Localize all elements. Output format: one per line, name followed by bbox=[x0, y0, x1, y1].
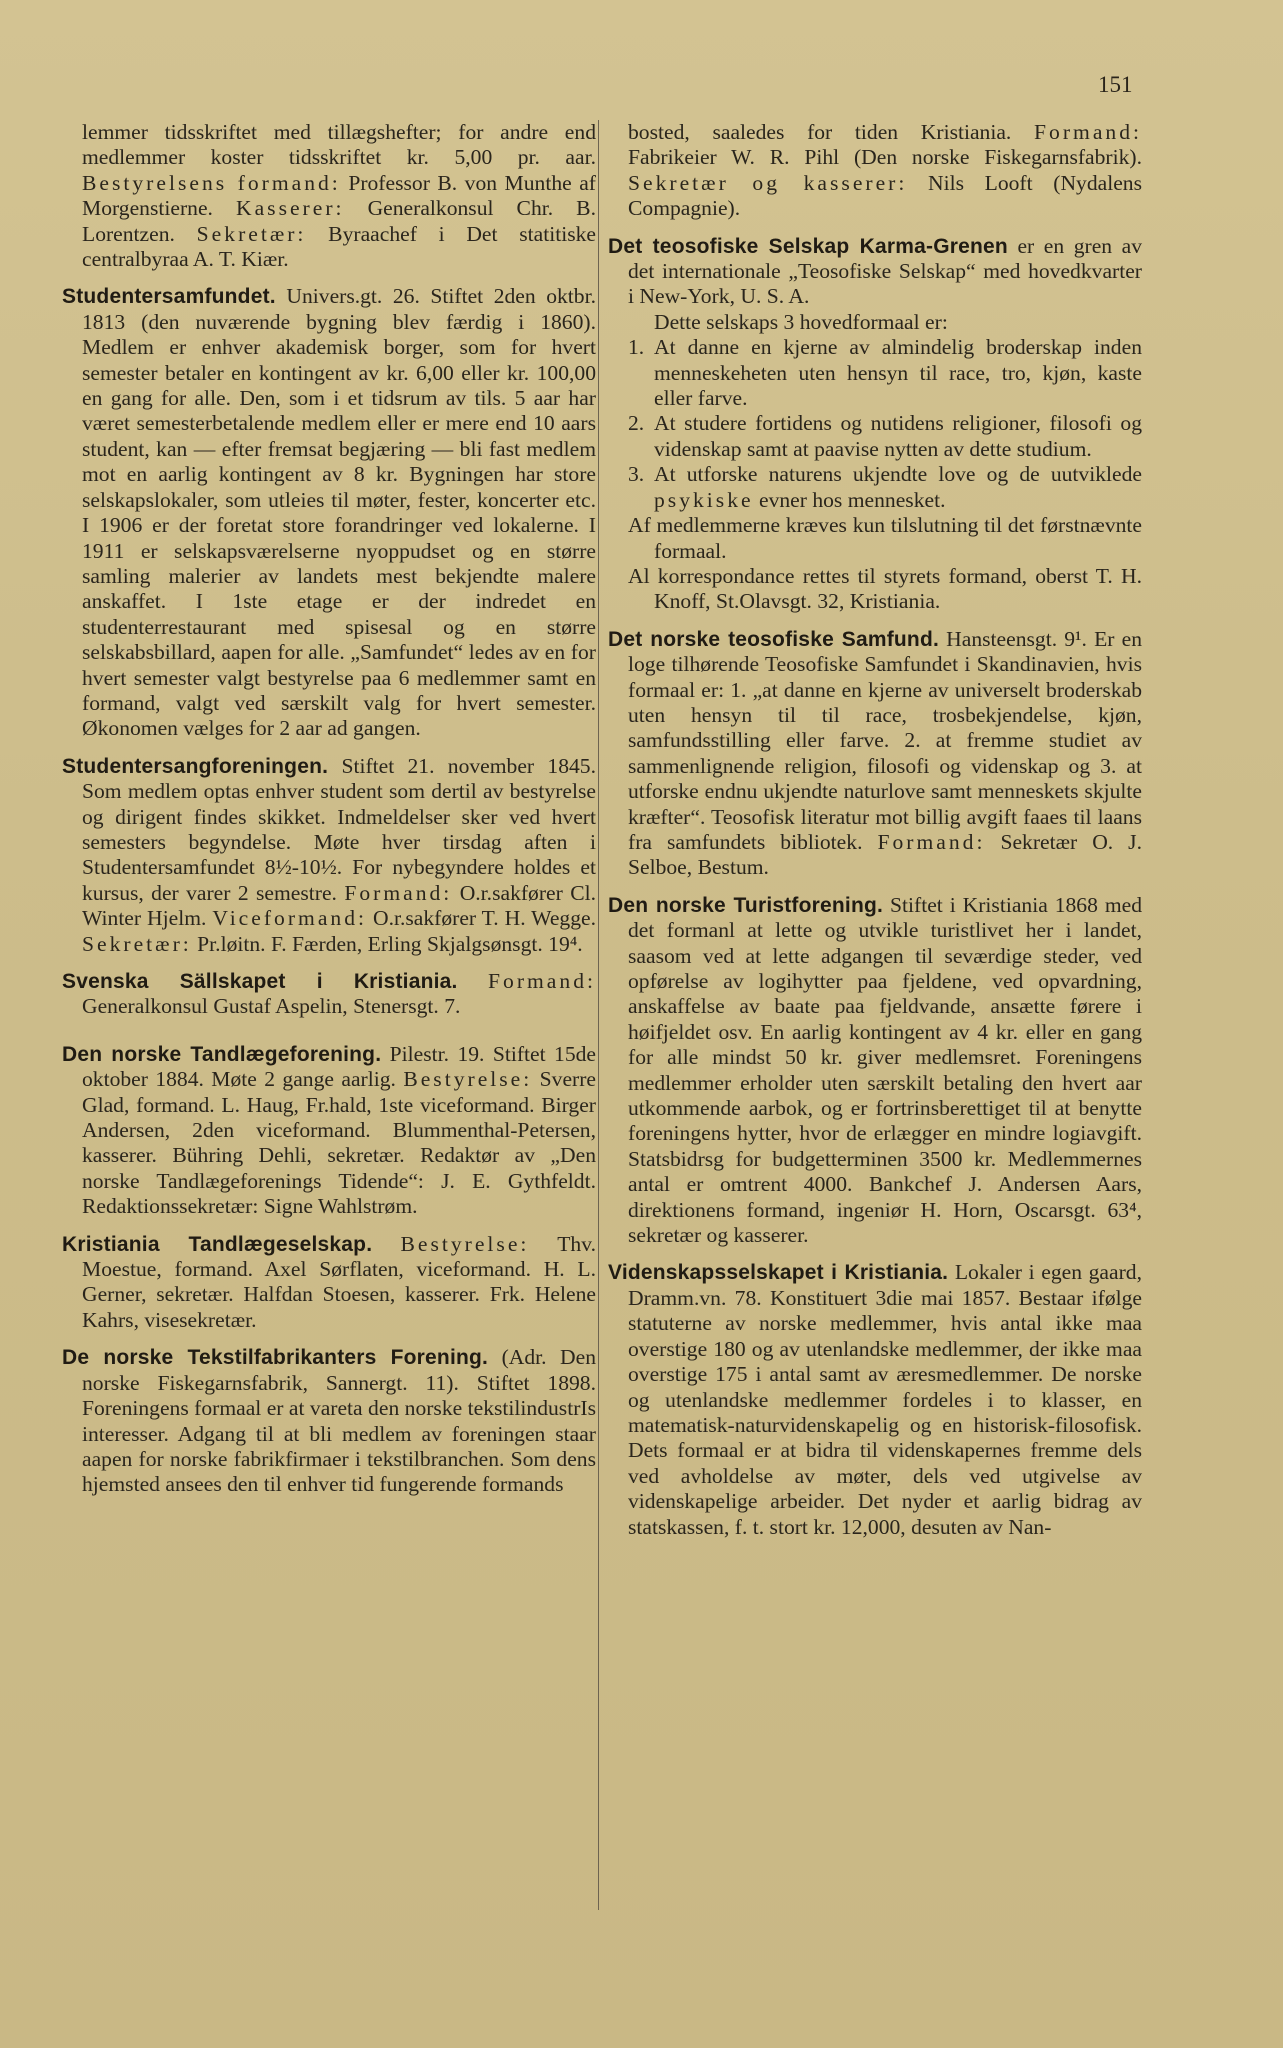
entry-body: Pr.løitn. F. Færden, Erling Skjalgsønsgt. 19⁴. bbox=[197, 931, 583, 956]
list-text: At utforske naturens ukjendte love og de uutviklede bbox=[654, 462, 1142, 487]
list-number: 1. bbox=[628, 335, 645, 360]
entry-body: Sverre Glad, formand. L. Haug, Fr.hald, 1ste viceformand. Birger Andersen, 2den viceformand. Blummenthal-Petersen, kasserer. Bühring Dehli, sekretær. Redaktør av „Den norske Tandlægeforenings Tidende“: J. E. Gythfeldt. Redaktionssekretær: Signe Wahlstrøm. bbox=[82, 1067, 597, 1219]
right-column bbox=[608, 120, 1143, 1552]
role-label: Viceformand: bbox=[212, 906, 368, 931]
entry-tandlaegeforening bbox=[62, 1041, 597, 1220]
karma-note: Af medlemmerne kræves kun tilslutning til det førstnævnte formaal. bbox=[628, 513, 1142, 563]
entry-body: Fabrikeier W. R. Pihl (Den norske Fiskegarnsfabrik). bbox=[628, 145, 1142, 170]
entry-studentersamfundet bbox=[62, 284, 597, 741]
entry-tekstilfabrikanter bbox=[62, 1345, 597, 1497]
entry-text bbox=[82, 120, 596, 272]
entry-body: Nils Looft (Nydalens Compagnie). bbox=[628, 170, 1143, 221]
entry-body: Univers.gt. 26. Stiftet 2den oktbr. 1813 (den nuværende bygning blev færdig i 1860). Medlem er enhver akademisk borger, som for hvert semester betaler en kontingent av kr. 6,00 eller kr. 100,00 en gang for alle. Den, som i et tidsrum av tils. 5 aar har været semesterbetalende medlem eller er mere end 10 aars student, kan — efter fremsat begjæring — bli fast medlem mot en aarlig kontingent av 8 kr. Bygningen har store selskapslokaler, som utleies til møter, fester, koncerter etc. I 1906 er der foretat store forandringer ved lokalerne. I 1911 er selskapsværelserne nyoppudset og en større samling malerier av landets mest bekjendte malere anskaffet. I 1ste etage er der indredet en studenterrestaurant med spisesal og en større selskabsbillard, aapen for alle. „Samfundet“ ledes av en for hvert semester valgt bestyrelse paa 6 medlemmer samt en formand, valgt ved særskilt valg for hvert semester. Økonomen vælges for 2 aar ad gangen. bbox=[82, 284, 597, 741]
entry-body: Stiftet 21. november 1845. Som medlem optas enhver student som dertil av bestyrelse og dirigent findes skikket. Indmeldelser sker ved hvert semesters begyndelse. Møte hver tirsdag aften i Studentersamfundet 8½-10½. For nybegyndere holdes et kursus, der varer 2 semestre. bbox=[82, 753, 596, 905]
list-item bbox=[628, 462, 1142, 513]
entry-heading: Den norske Tandlægeforening. bbox=[62, 1042, 382, 1066]
list-number: 3. bbox=[628, 462, 645, 487]
role-label: Bestyrelse: bbox=[400, 1231, 530, 1256]
entry-heading: Det norske teosofiske Samfund. bbox=[608, 627, 940, 651]
entry-body: (Adr. Den norske Fiskegarnsfabrik, Sannergt. 11). Stiftet 1898. Foreningens formaal er at vareta den norske tekstilindustrIs interesser. Adgang til at bli medlem av foreningen staar aapen for norske fabrikfirmaer i tekstilbranchen. Som dens hjemsted ansees den til enhver tid fungerende formands bbox=[82, 1345, 597, 1497]
entry-text-part: Byraachef i Det statitiske centralbyraa A. T. Kiær. bbox=[82, 221, 597, 272]
entry-videnskapsselskapet bbox=[608, 1260, 1142, 1539]
entry-body: Pilestr. 19. Stiftet 15de oktober 1884. Møte 2 gange aarlig. bbox=[82, 1041, 596, 1092]
entry-body: O.r.sakfører Cl. Winter Hjelm. bbox=[82, 880, 596, 931]
entry-intro bbox=[82, 120, 596, 272]
list-number: 2. bbox=[628, 411, 645, 436]
list-text-spaced: psykiske bbox=[654, 487, 754, 512]
entry-heading: Videnskapsselskapet i Kristiania. bbox=[608, 1261, 949, 1285]
entry-kristiania-tandlaegeselskap bbox=[62, 1231, 596, 1334]
role-label: Kasserer: bbox=[235, 196, 345, 221]
entry-teosofiske-samfund bbox=[608, 626, 1142, 881]
page-number: 151 bbox=[1098, 72, 1133, 97]
entry-heading: Den norske Turistforening. bbox=[608, 893, 884, 917]
entry-karma-grenen bbox=[608, 233, 1142, 615]
list-item bbox=[628, 411, 1142, 462]
entry-body: Lokaler i egen gaard, Dramm.vn. 78. Konstituert 3die mai 1857. Bestaar ifølge statuterne av norske medlemmer, hvis antal ikke maa overstige 180 og av utenlandske medlemmer, der ikke maa overstige 175 i antal samt av æresmedlemmer. De norske og utenlandske medlemmer fordeles i to klasser, en matematisk-naturvidenskapelig og en historisk-filosofisk. Dets formaal er at bidra til videnskapernes fremme dels ved avholdelse av møter, dels ved utgivelse av videnskapelige arbeider. Det nyder et aarlig bidrag av statskassen, f. t. stort kr. 12,000, desuten av Nan- bbox=[628, 1260, 1142, 1539]
entry-body: Hansteensgt. 9¹. Er en loge tilhørende Teosofiske Samfundet i Skandinavien, hvis formaal er: 1. „at danne en kjerne av universelt broderskab uten hensyn til til race, trosbekjendelse, kjøn, samfundsstilling eller farve. 2. at fremme studiet av sammenlignende religion, filosofi og videnskap og 3. at utforske endnu ukjendte naturlove samt menneskets skjulte kræfter“. Teosofisk literatur mot billig avgift faaes til laans fra samfundets bibliotek. bbox=[628, 626, 1142, 854]
column-divider bbox=[598, 120, 599, 1910]
entry-studentersangforeningen bbox=[62, 753, 596, 957]
entry-text-part: Generalkonsul Chr. B. Lorentzen. bbox=[82, 196, 596, 246]
role-label: Formand: bbox=[344, 880, 453, 905]
entry-turistforening bbox=[608, 892, 1142, 1249]
role-label: Formand: bbox=[877, 829, 986, 854]
entry-heading: Kristiania Tandlægeselskap. bbox=[62, 1232, 373, 1256]
left-column bbox=[62, 120, 597, 1510]
entry-svenska bbox=[62, 969, 596, 1020]
entry-body: Stiftet i Kristiania 1868 med det formanl at lette og utvikle turistlivet her i landet, saasom ved at lette adgangen til seværdige steder, ved opførelse av logihytter paa fjeldene, ved opvardning, anskaffelse av baate paa fjeldvande, ansætte førere i høifjeldet osv. En aarlig kontingent av 4 kr. eller en gang for alle mindst 50 kr. giver medlemsret. Foreningens medlemmer erholder uten særskilt betaling den hvert aar utkommende aarbok, og er fortrinsberettiget til at benytte foreningens hytter, hvor de erlægger en mindre logiavgift. Statsbidrsg for budgetterminen 3500 kr. Medlemmernes antal er omtrent 4000. Bankchef J. Andersen Aars, direktionens formand, ingeniør H. Horn, Oscarsgt. 63⁴, sekretær og kasserer. bbox=[628, 892, 1142, 1248]
role-label: Sekretær: bbox=[82, 931, 192, 956]
entry-body: er en gren av det internationale „Teosofiske Selskap“ med hovedkvarter i New-York, U. S. A. bbox=[628, 233, 1142, 309]
entry-heading: Svenska Sällskapet i Kristiania. bbox=[62, 970, 458, 993]
entry-heading: Studentersamfundet. bbox=[62, 285, 276, 309]
goals-list bbox=[628, 335, 1142, 513]
role-label: Bestyrelsens formand: bbox=[82, 170, 341, 195]
entry-body: Thv. Moestue, formand. Axel Sørflaten, viceformand. H. L. Gerner, sekretær. Halfdan Stoesen, kasserer. Frk. Helene Kahrs, visesekretær. bbox=[82, 1231, 596, 1332]
entry-body: bosted, saaledes for tiden Kristiania. bbox=[628, 120, 1012, 144]
role-label: Formand: bbox=[488, 969, 596, 993]
karma-note: Al korrespondance rettes til styrets formand, oberst T. H. Knoff, St.Olavsgt. 32, Kristiania. bbox=[628, 563, 1142, 614]
list-item bbox=[628, 335, 1142, 411]
entry-heading: De norske Tekstilfabrikanters Forening. bbox=[62, 1346, 489, 1370]
role-label: Bestyrelse: bbox=[403, 1067, 533, 1092]
entry-body: O.r.sakfører T. H. Wegge. bbox=[372, 906, 596, 931]
role-label: Sekretær: bbox=[196, 221, 307, 246]
list-text: At studere fortidens og nutidens religioner, filosofi og videnskap samt at paavise nytten av dette studium. bbox=[654, 411, 1142, 461]
entry-heading: Det teosofiske Selskap Karma-Grenen bbox=[608, 234, 1008, 258]
entry-text-part: lemmer tidsskriftet med tillægshefter; for andre end medlemmer koster tidsskriftet kr. 5,00 pr. aar. bbox=[82, 120, 596, 170]
entry-heading: Studentersangforeningen. bbox=[62, 754, 329, 778]
goals-intro: Dette selskaps 3 hovedformaal er: bbox=[654, 309, 948, 334]
entry-continuation bbox=[628, 120, 1142, 222]
role-label: Formand: bbox=[1034, 120, 1143, 144]
role-label: Sekretær og kasserer: bbox=[628, 170, 908, 195]
list-text: At danne en kjerne av almindelig broderskap inden menneskeheten uten hensyn til race, tro, kjøn, kaste eller farve. bbox=[654, 335, 1142, 411]
entry-body: Generalkonsul Gustaf Aspelin, Stenersgt. 7. bbox=[82, 994, 461, 1019]
entry-body: Sekretær O. J. Selboe, Bestum. bbox=[628, 829, 1142, 880]
entry-text-part: Professor B. von Munthe af Morgenstierne. bbox=[82, 170, 597, 221]
list-text: evner hos mennesket. bbox=[758, 487, 946, 512]
